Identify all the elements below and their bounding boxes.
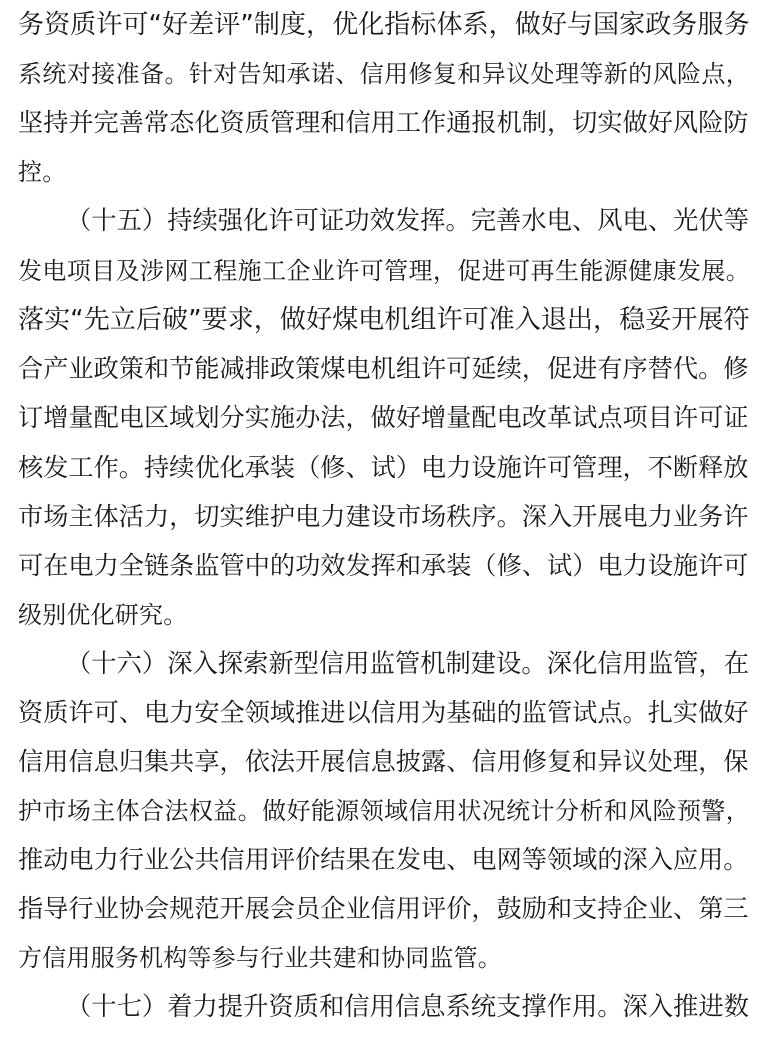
text-line: 订增量配电区域划分实施办法，做好增量配电改革试点项目许可证 [18,403,749,432]
text-line: 资质许可、电力安全领域推进以信用为基础的监管试点。扎实做好 [18,698,749,727]
text-line: 可在电力全链条监管中的功效发挥和承装（修、试）电力设施许可 [18,551,749,580]
paragraph-start-line: （十五）持续强化许可证功效发挥。完善水电、风电、光伏等 [66,206,750,235]
text-line: 坚持并完善常态化资质管理和信用工作通报机制，切实做好风险防 [18,108,749,137]
text-line: 护市场主体合法权益。做好能源领域信用状况统计分析和风险预警， [18,797,751,825]
text-line: 落实“先立后破”要求，做好煤电机组许可准入退出，稳妥开展符 [18,305,750,335]
text-line: 控。 [18,158,67,186]
text-line: 方信用服务机构等参与行业共建和协同监管。 [18,944,502,972]
text-line: 合产业政策和节能减排政策煤电机组许可延续，促进有序替代。修 [18,354,749,383]
text-line: 务资质许可“好差评”制度，优化指标体系，做好与国家政务服务 [18,10,750,40]
text-line: 信用信息归集共享，依法开展信息披露、信用修复和异议处理，保 [18,747,749,776]
text-line: 级别优化研究。 [18,601,188,629]
text-line: 发电项目及涉网工程施工企业许可管理，促进可再生能源健康发展。 [18,257,751,285]
paragraph-start-line: （十七）着力提升资质和信用信息系统支撑作用。深入推进数 [66,992,750,1021]
text-line: 指导行业协会规范开展会员企业信用评价，鼓励和支持企业、第三 [18,894,749,923]
text-line: 系统对接准备。针对告知承诺、信用修复和异议处理等新的风险点， [18,60,751,88]
text-line: 推动电力行业公共信用评价结果在发电、电网等领域的深入应用。 [18,845,749,874]
paragraph-start-line: （十六）深入探索新型信用监管机制建设。深化信用监管，在 [66,649,750,678]
text-line: 市场主体活力，切实维护电力建设市场秩序。深入开展电力业务许 [18,502,749,531]
text-line: 核发工作。持续优化承装（修、试）电力设施许可管理，不断释放 [18,453,749,482]
